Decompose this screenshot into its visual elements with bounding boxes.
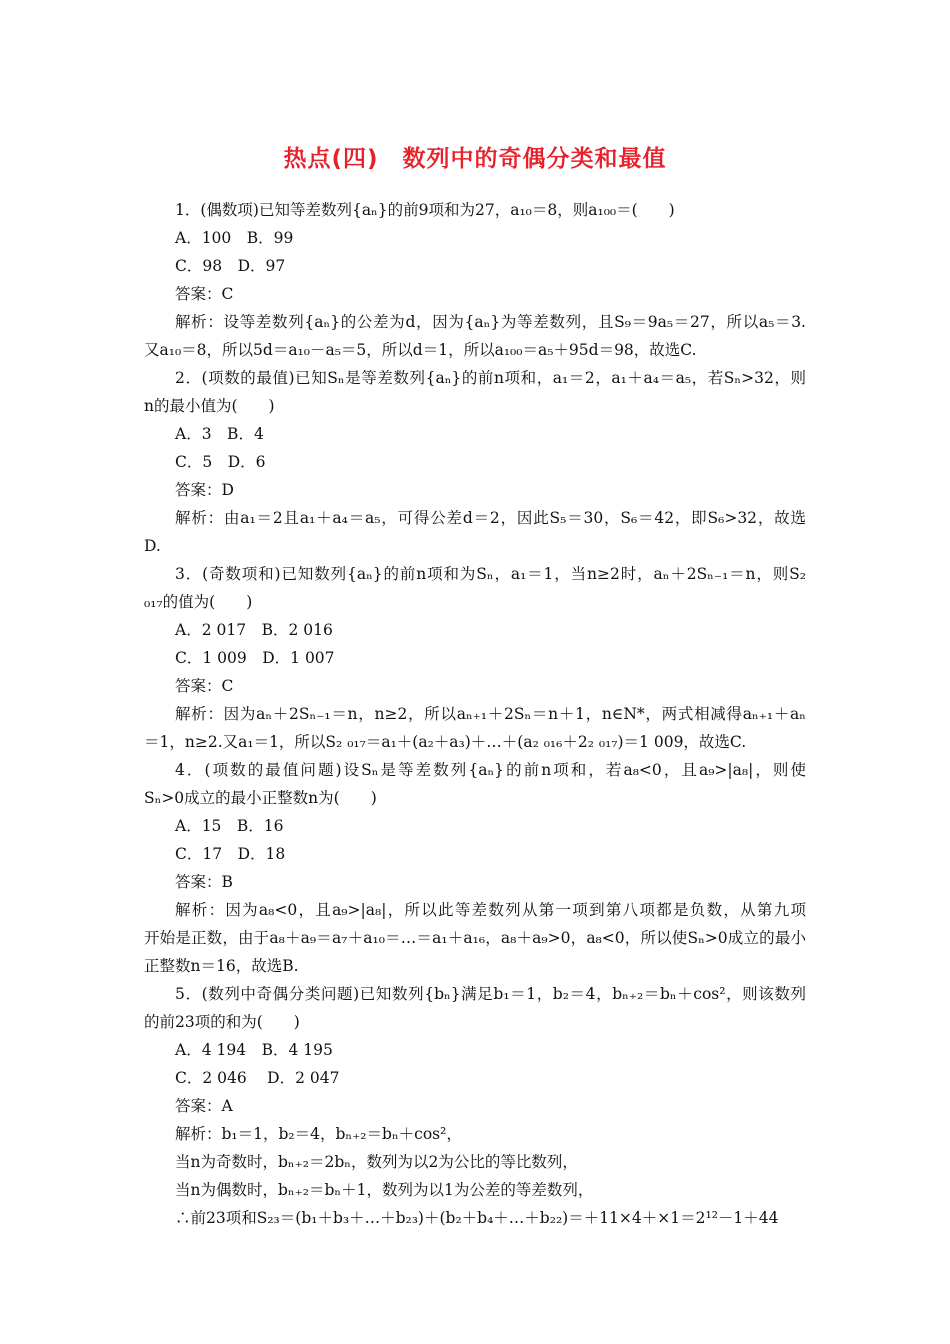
page-title: 热点(四) 数列中的奇偶分类和最值 bbox=[283, 146, 667, 172]
question-2-analysis: 解析：由a₁＝2且a₁＋a₄＝a₅，可得公差d＝2，因此S₅＝30，S₆＝42，即S₆>32，故选 bbox=[175, 509, 806, 527]
question-3-cont: ₀₁₇的值为( ) bbox=[144, 593, 253, 611]
document-body bbox=[144, 196, 806, 1232]
question-2-options-ab: A．3 B．4 bbox=[175, 425, 264, 443]
question-5: 5．(数列中奇偶分类问题)已知数列{bₙ}满足b₁＝1，b₂＝4，bₙ₊₂＝bₙ＋cos²，则该数列 bbox=[175, 985, 806, 1003]
question-2-options-cd: C．5 D．6 bbox=[175, 453, 266, 471]
question-4-cont: Sₙ>0成立的最小正整数n为( ) bbox=[144, 789, 377, 807]
question-3-analysis-cont: ＝1，n≥2.又a₁＝1，所以S₂ ₀₁₇＝a₁＋(a₂＋a₃)＋…＋(a₂ ₀₁₆＋2₂ ₀₁₇)＝1 009，故选C. bbox=[144, 733, 747, 751]
question-5-options-ab: A．4 194 B．4 195 bbox=[175, 1041, 333, 1059]
question-3-analysis: 解析：因为aₙ＋2Sₙ₋₁＝n，n≥2，所以aₙ₊₁＋2Sₙ＝n＋1，n∈N*，两式相减得aₙ₊₁＋aₙ bbox=[175, 705, 806, 723]
question-5-options-cd: C．2 046 D．2 047 bbox=[175, 1069, 340, 1087]
question-4-analysis: 解析：因为a₈<0，且a₉>|a₈|，所以此等差数列从第一项到第八项都是负数，从第九项 bbox=[175, 901, 806, 919]
question-3: 3．(奇数项和)已知数列{aₙ}的前n项和为Sₙ，a₁＝1，当n≥2时，aₙ＋2Sₙ₋₁＝n，则S₂ bbox=[175, 565, 806, 583]
question-4-options-ab: A．15 B．16 bbox=[175, 817, 284, 835]
question-5-even-case: 当n为偶数时，bₙ₊₂＝bₙ＋1，数列为以1为公差的等差数列， bbox=[175, 1181, 594, 1199]
question-3-options-cd: C．1 009 D．1 007 bbox=[175, 649, 335, 667]
question-2-analysis-cont: D. bbox=[144, 537, 161, 555]
question-5-odd-case: 当n为奇数时，bₙ₊₂＝2bₙ，数列为以2为公比的等比数列， bbox=[175, 1153, 578, 1171]
question-4-options-cd: C．17 D．18 bbox=[175, 845, 286, 863]
question-1-options-cd: C．98 D．97 bbox=[175, 257, 286, 275]
question-1: 1．(偶数项)已知等差数列{aₙ}的前9项和为27，a₁₀＝8，则a₁₀₀＝( ) bbox=[175, 201, 675, 219]
question-4-analysis-cont: 开始是正数，由于a₈＋a₉＝a₇＋a₁₀＝…＝a₁＋a₁₆，a₈＋a₉>0，a₈<0，所以使Sₙ>0成立的最小 bbox=[144, 929, 806, 947]
question-5-sum: ∴前23项和S₂₃＝(b₁＋b₃＋…＋b₂₃)＋(b₂＋b₄＋…＋b₂₂)＝＋11×4＋×1＝2¹²－1＋44 bbox=[175, 1209, 779, 1227]
question-5-analysis: 解析：b₁＝1，b₂＝4，bₙ₊₂＝bₙ＋cos²， bbox=[175, 1125, 462, 1143]
question-1-analysis-cont: 又a₁₀＝8，所以5d＝a₁₀－a₅＝5，所以d＝1，所以a₁₀₀＝a₅＋95d＝98，故选C. bbox=[144, 341, 697, 359]
question-2: 2．(项数的最值)已知Sₙ是等差数列{aₙ}的前n项和，a₁＝2，a₁＋a₄＝a₅，若Sₙ>32，则 bbox=[175, 369, 806, 387]
question-5-cont: 的前23项的和为( ) bbox=[144, 1013, 300, 1031]
question-3-options-ab: A．2 017 B．2 016 bbox=[175, 621, 333, 639]
question-4-analysis-end: 正整数n＝16，故选B. bbox=[144, 957, 299, 975]
question-1-answer: 答案：C bbox=[175, 285, 234, 303]
question-3-answer: 答案：C bbox=[175, 677, 234, 695]
question-2-answer: 答案：D bbox=[175, 481, 234, 499]
question-2-cont: n的最小值为( ) bbox=[144, 397, 275, 415]
question-4-answer: 答案：B bbox=[175, 873, 233, 891]
question-1-analysis: 解析：设等差数列{aₙ}的公差为d，因为{aₙ}为等差数列，且S₉＝9a₅＝27，所以a₅＝3. bbox=[175, 313, 806, 331]
question-4: 4．(项数的最值问题)设Sₙ是等差数列{aₙ}的前n项和，若a₈<0，且a₉>|a₈|，则使 bbox=[175, 761, 806, 779]
question-1-options-ab: A．100 B．99 bbox=[175, 229, 294, 247]
question-5-answer: 答案：A bbox=[175, 1097, 233, 1115]
